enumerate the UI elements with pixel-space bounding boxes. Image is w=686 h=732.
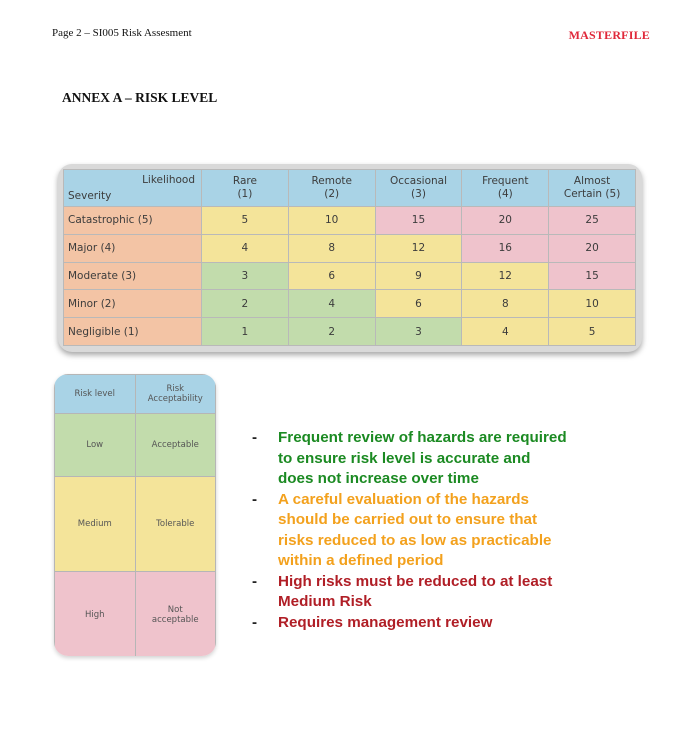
legend-row-low — [55, 414, 216, 477]
masterfile-label: MASTERFILE — [568, 28, 650, 42]
legend-row-medium — [55, 477, 216, 572]
legend-accept-high: Not acceptable — [135, 572, 216, 657]
severity-label-cell: Catastrophic (5) — [64, 207, 202, 235]
matrix-cell: 5 — [549, 318, 636, 346]
matrix-cell: 3 — [202, 262, 289, 290]
matrix-header-row — [64, 170, 636, 207]
severity-label-cell: Moderate (3) — [64, 262, 202, 290]
matrix-cell: 2 — [288, 318, 375, 346]
matrix-corner-cell — [64, 170, 202, 207]
matrix-cell: 8 — [462, 290, 549, 318]
legend-level-medium: Medium — [55, 477, 136, 572]
risk-matrix — [58, 164, 642, 352]
matrix-cell: 15 — [375, 207, 462, 235]
matrix-cell: 1 — [202, 318, 289, 346]
matrix-cell: 16 — [462, 234, 549, 262]
matrix-cell: 12 — [462, 262, 549, 290]
note-red-review: - Requires management review — [252, 613, 632, 634]
bullet-dash: - — [252, 429, 258, 446]
matrix-cell: 12 — [375, 234, 462, 262]
note-green: - Frequent review of hazards are required to ensure risk level is accurate and does not increase over time — [252, 429, 567, 487]
matrix-cell: 4 — [462, 318, 549, 346]
legend-row-high — [55, 572, 216, 657]
matrix-row-minor — [64, 290, 636, 318]
legend-head-level: Risk level — [55, 375, 136, 414]
page-label: Page 2 – SI005 Risk Assesment — [52, 27, 192, 39]
likelihood-col-1: Rare (1) — [202, 170, 289, 207]
severity-label-cell: Major (4) — [64, 234, 202, 262]
legend-accept-medium: Tolerable — [135, 477, 216, 572]
matrix-row-catastrophic — [64, 207, 636, 235]
matrix-cell: 10 — [549, 290, 636, 318]
matrix-row-major — [64, 234, 636, 262]
matrix-cell: 20 — [549, 234, 636, 262]
legend-head-acceptability: Risk Acceptability — [135, 375, 216, 414]
matrix-cell: 4 — [288, 290, 375, 318]
legend-accept-low: Acceptable — [135, 414, 216, 477]
note-red-high: - High risks must be reduced to at least Medium Risk — [252, 572, 553, 610]
bullet-dash: - — [252, 572, 258, 590]
matrix-cell: 6 — [288, 262, 375, 290]
likelihood-label: Likelihood — [142, 174, 195, 186]
likelihood-col-3: Occasional (3) — [375, 170, 462, 207]
note-orange: - A careful evaluation of the hazards should be carried out to ensure that risks reduced to as low as practicable within a defined period — [252, 490, 552, 569]
legend-level-high: High — [55, 572, 136, 657]
risk-level-legend-table — [54, 374, 216, 656]
matrix-row-moderate — [64, 262, 636, 290]
severity-label-cell: Negligible (1) — [64, 318, 202, 346]
matrix-cell: 20 — [462, 207, 549, 235]
matrix-cell: 9 — [375, 262, 462, 290]
matrix-cell: 8 — [288, 234, 375, 262]
severity-label: Severity — [68, 190, 112, 202]
matrix-cell: 5 — [202, 207, 289, 235]
annex-title: ANNEX A – RISK LEVEL — [62, 90, 218, 105]
likelihood-col-2: Remote (2) — [288, 170, 375, 207]
severity-label-cell: Minor (2) — [64, 290, 202, 318]
likelihood-col-4: Frequent (4) — [462, 170, 549, 207]
matrix-cell: 15 — [549, 262, 636, 290]
risk-notes-list — [252, 428, 632, 633]
matrix-cell: 6 — [375, 290, 462, 318]
matrix-cell: 3 — [375, 318, 462, 346]
matrix-cell: 4 — [202, 234, 289, 262]
legend-header-row — [55, 375, 216, 414]
matrix-row-negligible — [64, 318, 636, 346]
matrix-cell: 25 — [549, 207, 636, 235]
risk-level-legend — [54, 374, 216, 656]
bullet-dash: - — [252, 613, 258, 631]
risk-matrix-table — [63, 169, 636, 346]
legend-level-low: Low — [55, 414, 136, 477]
matrix-cell: 10 — [288, 207, 375, 235]
likelihood-col-5: Almost Certain (5) — [549, 170, 636, 207]
matrix-cell: 2 — [202, 290, 289, 318]
bullet-dash: - — [252, 490, 258, 508]
